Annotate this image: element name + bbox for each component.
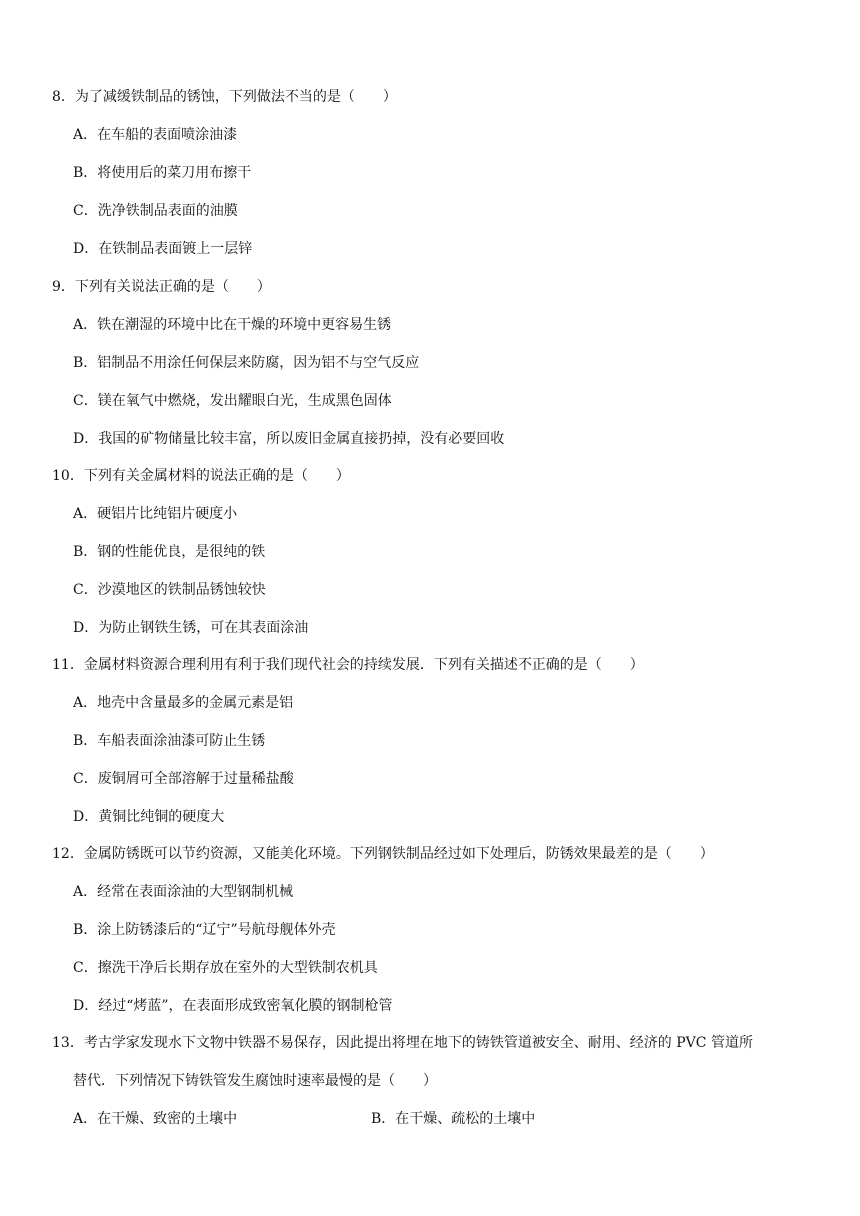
question-13-option-a: A．在干燥、致密的土壤中 — [73, 1111, 238, 1127]
question-8-option-c: C．洗净铁制品表面的油膜 — [73, 203, 238, 219]
question-9-option-b: B．铝制品不用涂任何保层来防腐，因为铝不与空气反应 — [73, 355, 420, 371]
question-12-stem: 12．金属防锈既可以节约资源，又能美化环境。下列钢铁制品经过如下处理后，防锈效果最差的是（ ） — [52, 846, 714, 862]
question-10-option-b: B．钢的性能优良，是很纯的铁 — [73, 544, 266, 560]
question-8-option-b: B．将使用后的菜刀用布擦干 — [73, 165, 252, 181]
question-13-stem-continued: 替代．下列情况下铸铁管发生腐蚀时速率最慢的是（ ） — [73, 1073, 437, 1089]
question-11-option-a: A．地壳中含量最多的金属元素是铝 — [73, 695, 294, 711]
question-8-stem: 8．为了减缓铁制品的锈蚀，下列做法不当的是（ ） — [52, 89, 397, 105]
question-9-option-a: A．铁在潮湿的环境中比在干燥的环境中更容易生锈 — [73, 317, 392, 333]
question-13-option-b: B．在干燥、疏松的土壤中 — [371, 1111, 536, 1127]
question-13-stem: 13．考古学家发现水下文物中铁器不易保存，因此提出将埋在地下的铸铁管道被安全、耐用、经济的 PVC 管道所 — [52, 1035, 753, 1051]
question-9-stem: 9．下列有关说法正确的是（ ） — [52, 279, 271, 295]
question-10-stem: 10．下列有关金属材料的说法正确的是（ ） — [52, 468, 350, 484]
question-10-option-a: A．硬铝片比纯铝片硬度小 — [73, 506, 238, 522]
question-11-stem: 11．金属材料资源合理利用有利于我们现代社会的持续发展．下列有关描述不正确的是（ ） — [52, 657, 644, 673]
question-11-option-c: C．废铜屑可全部溶解于过量稀盐酸 — [73, 771, 294, 787]
question-8-option-d: D．在铁制品表面镀上一层锌 — [73, 241, 253, 257]
question-11-option-d: D．黄铜比纯铜的硬度大 — [73, 809, 225, 825]
question-8-option-a: A．在车船的表面喷涂油漆 — [73, 127, 238, 143]
question-9-option-c: C．镁在氧气中燃烧，发出耀眼白光，生成黑色固体 — [73, 393, 392, 409]
question-12-option-c: C．擦洗干净后长期存放在室外的大型铁制农机具 — [73, 960, 378, 976]
question-12-option-d: D．经过“烤蓝”，在表面形成致密氧化膜的钢制枪管 — [73, 998, 393, 1014]
question-11-option-b: B．车船表面涂油漆可防止生锈 — [73, 733, 266, 749]
question-9-option-d: D．我国的矿物储量比较丰富，所以废旧金属直接扔掉，没有必要回收 — [73, 431, 505, 447]
question-10-option-d: D．为防止钢铁生锈，可在其表面涂油 — [73, 620, 309, 636]
question-12-option-b: B．涂上防锈漆后的“辽宁”号航母舰体外壳 — [73, 922, 336, 938]
question-10-option-c: C．沙漠地区的铁制品锈蚀较快 — [73, 582, 266, 598]
question-12-option-a: A．经常在表面涂油的大型钢制机械 — [73, 884, 294, 900]
